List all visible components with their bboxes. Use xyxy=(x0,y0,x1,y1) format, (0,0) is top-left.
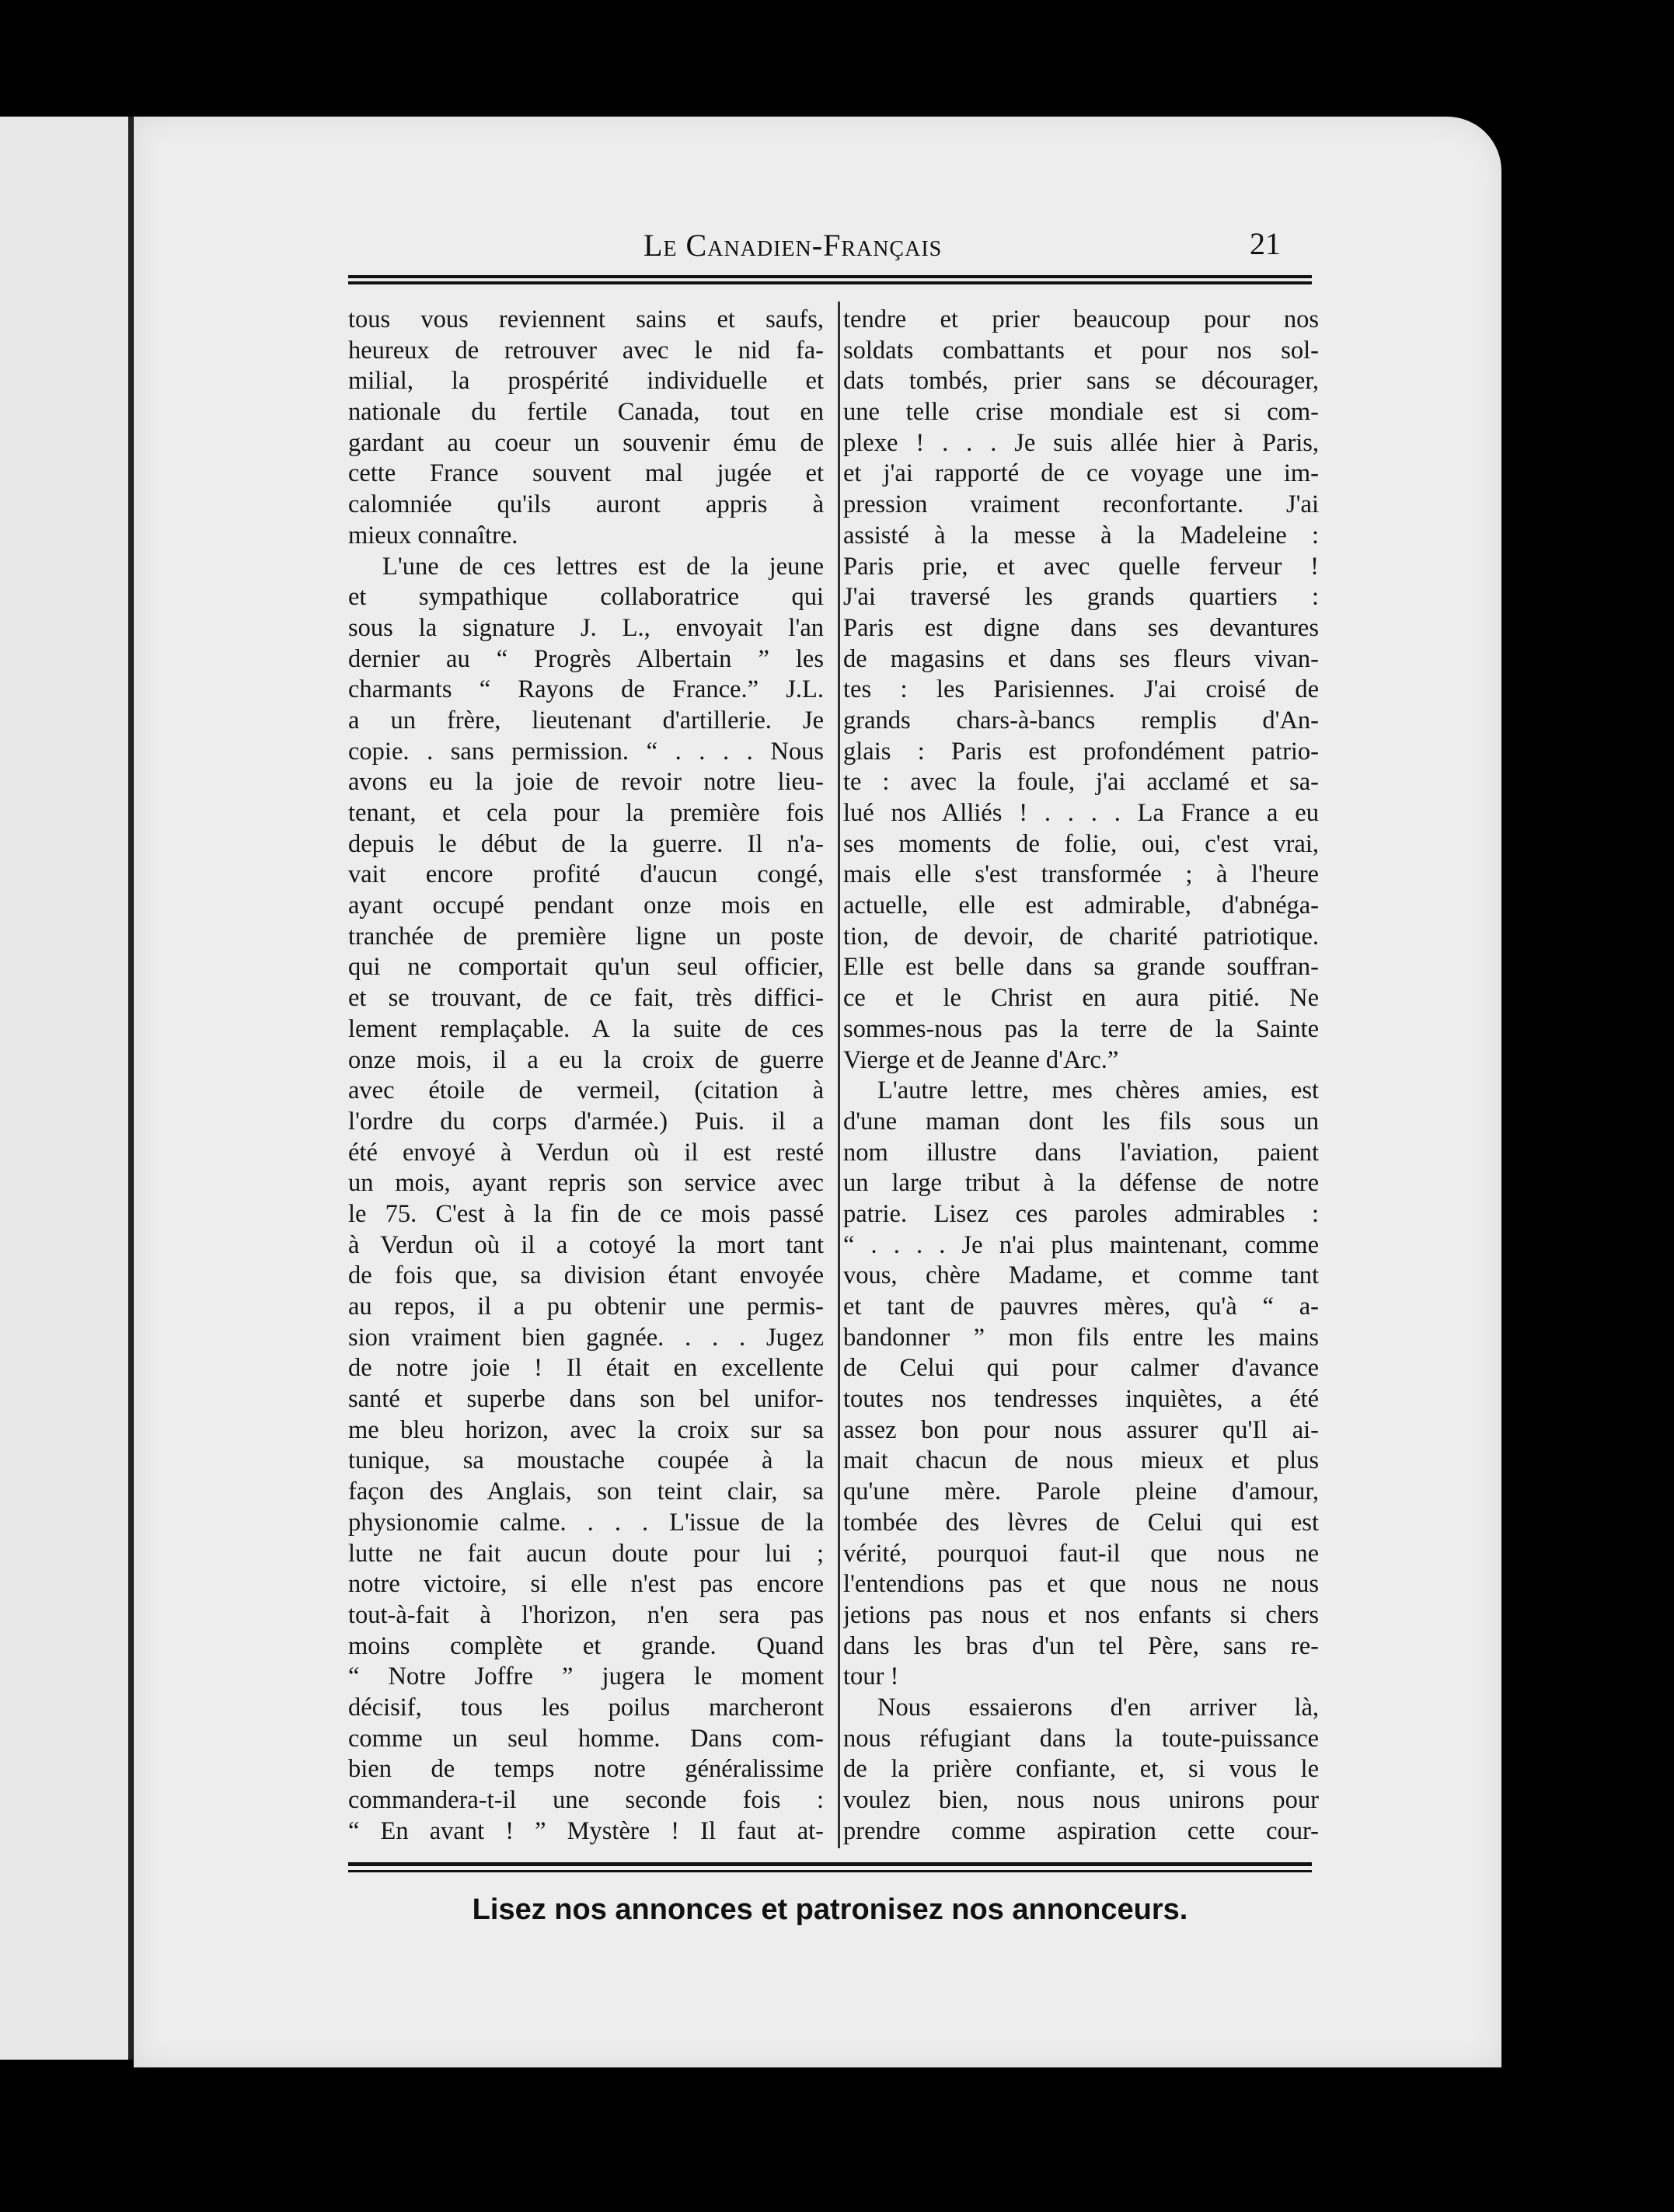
text-line: copie. . sans permission. “ . . . . Nous xyxy=(348,737,824,766)
text-line: l'entendions pas et que nous ne nous xyxy=(843,1570,1319,1599)
text-line: tunique, sa moustache coupée à la xyxy=(348,1446,824,1475)
text-line: lutte ne fait aucun doute pour lui ; xyxy=(348,1539,824,1568)
journal-title: Le Canadien-Français xyxy=(643,228,943,263)
text-line: l'ordre du corps d'armée.) Puis. il a xyxy=(348,1107,824,1136)
previous-page-edge xyxy=(0,117,133,2060)
page-number: 21 xyxy=(1250,226,1281,261)
text-line: d'une maman dont les fils sous un xyxy=(843,1107,1319,1136)
text-line: prendre comme aspiration cette cour- xyxy=(843,1816,1319,1845)
text-line: Paris prie, et avec quelle ferveur ! xyxy=(843,552,1319,581)
text-line: te : avec la foule, j'ai acclamé et sa- xyxy=(843,768,1319,797)
text-line: moins complète et grande. Quand xyxy=(348,1631,824,1660)
text-line: et se trouvant, de ce fait, très diffici- xyxy=(348,984,824,1013)
text-line: santé et superbe dans son bel unifor- xyxy=(348,1385,824,1414)
text-line: comme un seul homme. Dans com- xyxy=(348,1724,824,1753)
text-line: de fois que, sa division étant envoyée xyxy=(348,1261,824,1290)
text-line: tranchée de première ligne un poste xyxy=(348,922,824,951)
text-line: patrie. Lisez ces paroles admirables : xyxy=(843,1199,1319,1228)
text-line: Elle est belle dans sa grande souffran- xyxy=(843,953,1319,982)
text-line: physionomie calme. . . . L'issue de la xyxy=(348,1508,824,1537)
text-line: notre victoire, si elle n'est pas encore xyxy=(348,1570,824,1599)
text-line: J'ai traversé les grands quartiers : xyxy=(843,583,1319,612)
text-line: vous, chère Madame, et comme tant xyxy=(843,1261,1319,1290)
text-line: commandera-t-il une seconde fois : xyxy=(348,1786,824,1814)
text-line: de la prière confiante, et, si vous le xyxy=(843,1755,1319,1784)
text-line: “ Notre Joffre ” jugera le moment xyxy=(348,1662,824,1691)
text-line: et j'ai rapporté de ce voyage une im- xyxy=(843,459,1319,488)
text-line: plexe ! . . . Je suis allée hier à Paris, xyxy=(843,428,1319,457)
text-line: façon des Anglais, son teint clair, sa xyxy=(348,1478,824,1506)
footer-notice: Lisez nos annonces et patronisez nos annonceurs. xyxy=(472,1893,1188,1926)
text-line: actuelle, elle est admirable, d'abnéga- xyxy=(843,891,1319,920)
text-line: vérité, pourquoi faut-il que nous ne xyxy=(843,1539,1319,1568)
text-line: L'autre lettre, mes chères amies, est xyxy=(877,1076,1319,1105)
text-line: toutes nos tendresses inquiètes, a été xyxy=(843,1385,1319,1414)
text-line: dans les bras d'un tel Père, sans re- xyxy=(843,1631,1319,1660)
text-line: une telle crise mondiale est si com- xyxy=(843,398,1319,427)
text-line: au repos, il a pu obtenir une permis- xyxy=(348,1293,824,1321)
left-column xyxy=(348,305,824,1847)
text-line: mait chacun de nous mieux et plus xyxy=(843,1446,1319,1475)
text-line: nous réfugiant dans la toute-puissance xyxy=(843,1724,1319,1753)
footer-rule xyxy=(348,1862,1312,1866)
text-line: décisif, tous les poilus marcheront xyxy=(348,1693,824,1722)
text-line: sommes-nous pas la terre de la Sainte xyxy=(843,1014,1319,1043)
text-line: charmants “ Rayons de France.” J.L. xyxy=(348,675,824,704)
text-line: qu'une mère. Parole pleine d'amour, xyxy=(843,1478,1319,1506)
text-line: soldats combattants et pour nos sol- xyxy=(843,336,1319,365)
text-line: calomniée qu'ils auront appris à xyxy=(348,490,824,519)
text-line: jetions pas nous et nos enfants si chers xyxy=(843,1600,1319,1629)
text-line: “ . . . . Je n'ai plus maintenant, comme xyxy=(843,1230,1319,1259)
text-line: à Verdun où il a cotoyé la mort tant xyxy=(348,1230,824,1259)
text-line: tous vous reviennent sains et saufs, xyxy=(348,305,824,333)
text-line: ayant occupé pendant onze mois en xyxy=(348,891,824,920)
text-line: grands chars-à-bancs remplis d'An- xyxy=(843,706,1319,734)
text-line: Nous essaierons d'en arriver là, xyxy=(877,1693,1319,1722)
text-line: milial, la prospérité individuelle et xyxy=(348,367,824,396)
text-line: onze mois, il a eu la croix de guerre xyxy=(348,1045,824,1074)
text-line: lement remplaçable. A la suite de ces xyxy=(348,1014,824,1043)
footer-rule xyxy=(348,1870,1312,1872)
text-line: “ En avant ! ” Mystère ! Il faut at- xyxy=(348,1816,824,1845)
text-line: tendre et prier beaucoup pour nos xyxy=(843,305,1319,333)
text-line: sous la signature J. L., envoyait l'an xyxy=(348,613,824,642)
right-column xyxy=(843,305,1319,1847)
text-line: dats tombés, prier sans se décourager, xyxy=(843,367,1319,396)
text-line: pression vraiment reconfortante. J'ai xyxy=(843,490,1319,519)
text-line: nationale du fertile Canada, tout en xyxy=(348,398,824,427)
text-line: L'une de ces lettres est de la jeune xyxy=(382,552,824,581)
text-line: glais : Paris est profondément patrio- xyxy=(843,737,1319,766)
text-line: tes : les Parisiennes. J'ai croisé de xyxy=(843,675,1319,704)
text-line: ses moments de folie, oui, c'est vrai, xyxy=(843,829,1319,858)
text-line: lué nos Alliés ! . . . . La France a eu xyxy=(843,799,1319,827)
text-line: avec étoile de vermeil, (citation à xyxy=(348,1076,824,1105)
text-line: heureux de retrouver avec le nid fa- xyxy=(348,336,824,365)
text-line: tour ! xyxy=(843,1662,899,1691)
text-line: assisté à la messe à la Madeleine : xyxy=(843,521,1319,550)
text-line: et tant de pauvres mères, qu'à “ a- xyxy=(843,1293,1319,1321)
text-line: mais elle s'est transformée ; à l'heure xyxy=(843,860,1319,889)
text-line: assez bon pour nous assurer qu'Il ai- xyxy=(843,1415,1319,1444)
running-header xyxy=(348,221,1312,267)
text-line: un mois, ayant repris son service avec xyxy=(348,1169,824,1198)
text-line: avons eu la joie de revoir notre lieu- xyxy=(348,768,824,797)
header-rule xyxy=(348,281,1312,284)
text-line: Vierge et de Jeanne d'Arc.” xyxy=(843,1045,1119,1074)
text-line: tion, de devoir, de charité patriotique. xyxy=(843,922,1319,951)
text-line: dernier au “ Progrès Albertain ” les xyxy=(348,644,824,673)
text-line: gardant au coeur un souvenir ému de xyxy=(348,428,824,457)
text-line: bien de temps notre généralissime xyxy=(348,1755,824,1784)
text-line: cette France souvent mal jugée et xyxy=(348,459,824,488)
text-line: bandonner ” mon fils entre les mains xyxy=(843,1323,1319,1352)
text-line: de notre joie ! Il était en excellente xyxy=(348,1354,824,1383)
text-line: un large tribut à la défense de notre xyxy=(843,1169,1319,1198)
text-line: sion vraiment bien gagnée. . . . Jugez xyxy=(348,1323,824,1352)
text-line: tombée des lèvres de Celui qui est xyxy=(843,1508,1319,1537)
text-line: tout-à-fait à l'horizon, n'en sera pas xyxy=(348,1600,824,1629)
header-rule xyxy=(348,275,1312,278)
text-line: a un frère, lieutenant d'artillerie. Je xyxy=(348,706,824,734)
text-line: et sympathique collaboratrice qui xyxy=(348,583,824,612)
text-line: mieux connaître. xyxy=(348,521,518,550)
text-line: depuis le début de la guerre. Il n'a- xyxy=(348,829,824,858)
text-line: nom illustre dans l'aviation, paient xyxy=(843,1138,1319,1167)
text-line: me bleu horizon, avec la croix sur sa xyxy=(348,1415,824,1444)
text-line: de Celui qui pour calmer d'avance xyxy=(843,1354,1319,1383)
text-line: le 75. C'est à la fin de ce mois passé xyxy=(348,1199,824,1228)
text-line: ce et le Christ en aura pitié. Ne xyxy=(843,984,1319,1013)
text-line: Paris est digne dans ses devantures xyxy=(843,613,1319,642)
text-line: tenant, et cela pour la première fois xyxy=(348,799,824,827)
text-line: vait encore profité d'aucun congé, xyxy=(348,860,824,889)
column-divider xyxy=(838,302,840,1848)
text-line: été envoyé à Verdun où il est resté xyxy=(348,1138,824,1167)
text-line: voulez bien, nous nous unirons pour xyxy=(843,1786,1319,1814)
text-line: qui ne comportait qu'un seul officier, xyxy=(348,953,824,982)
text-line: de magasins et dans ses fleurs vivan- xyxy=(843,644,1319,673)
